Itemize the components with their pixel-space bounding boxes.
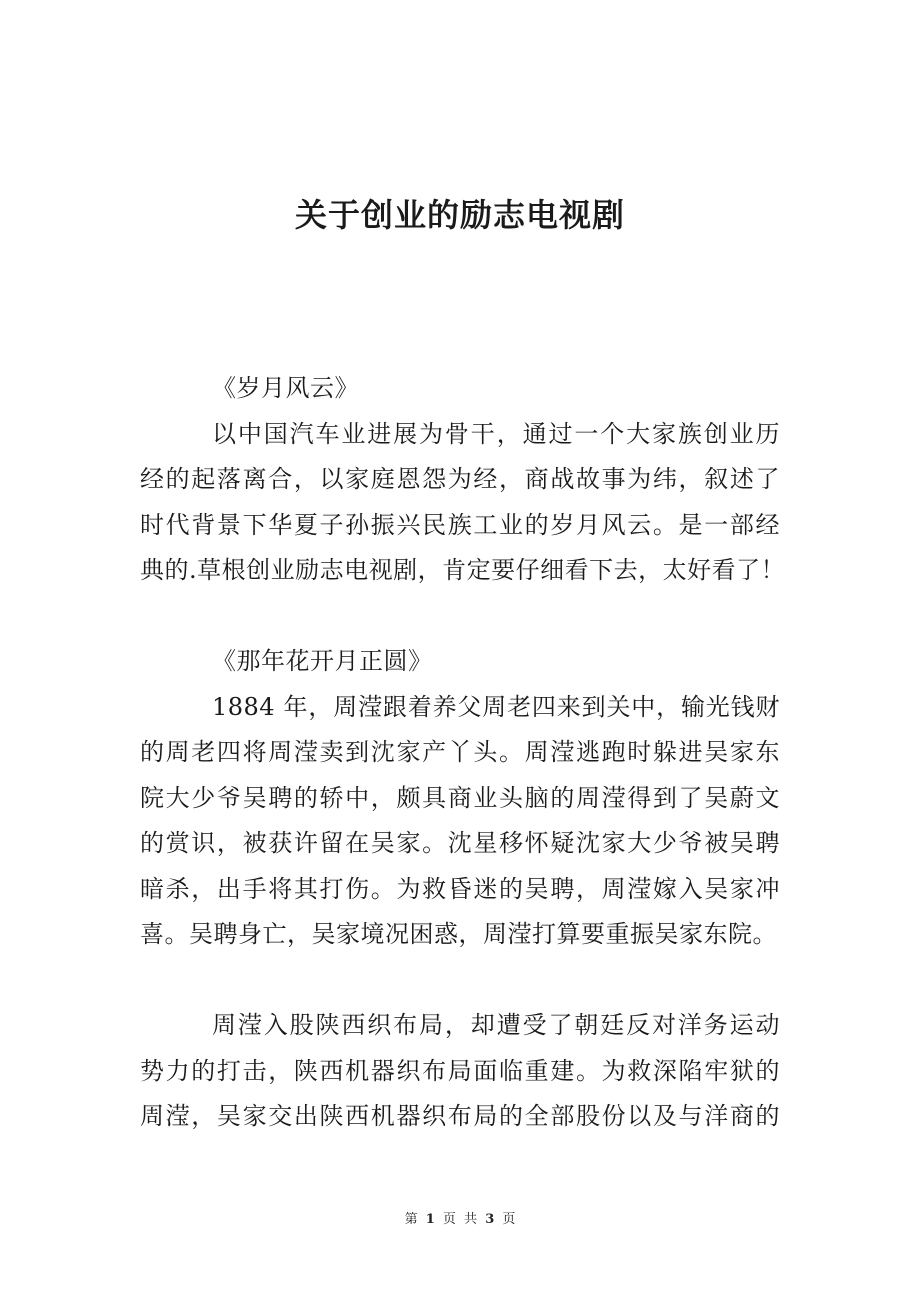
- page-title: 关于创业的励志电视剧: [294, 196, 625, 234]
- paragraph-line: 的赏识，被获许留在吴家。沈星移怀疑沈家大少爷被吴聘: [140, 829, 780, 857]
- paragraph-line: 势力的打击，陕西机器织布局面临重建。为救深陷牢狱的: [140, 1056, 780, 1085]
- footer-label-of: 页 共: [442, 1212, 478, 1227]
- paragraph-line: 周滢，吴家交出陕西机器织布局的全部股份以及与洋商的: [140, 1102, 780, 1130]
- paragraph-line: 院大少爷吴聘的轿中，颇具商业头脑的周滢得到了吴蔚文: [140, 783, 780, 812]
- paragraph-line: 以中国汽车业进展为骨干，通过一个大家族创业历: [212, 419, 780, 448]
- paragraph-line: 周滢入股陕西织布局，却遭受了朝廷反对洋务运动: [212, 1011, 780, 1039]
- paragraph-line: 时代背景下华夏子孙振兴民族工业的岁月风云。是一部经: [140, 510, 780, 539]
- page-footer: [0, 1208, 920, 1227]
- document-body: [140, 366, 786, 1140]
- paragraph-line: 1884 年，周滢跟着养父周老四来到关中，输光钱财: [212, 692, 780, 721]
- footer-label-page: 第: [404, 1212, 418, 1227]
- paragraph-line: 典的.草根创业励志电视剧，肯定要仔细看下去，太好看了！: [140, 556, 786, 584]
- footer-label-pages: 页: [502, 1212, 516, 1227]
- paragraph-line: 经的起落离合，以家庭恩怨为经，商战故事为纬，叙述了: [140, 465, 780, 493]
- paragraph-line: 的周老四将周滢卖到沈家产丫头。周滢逃跑时躲进吴家东: [140, 738, 780, 766]
- footer-current-page: 1: [425, 1212, 435, 1227]
- section-heading: 《那年花开月正圆》: [212, 647, 433, 675]
- spacer: [140, 958, 780, 1004]
- section-heading: 《岁月风云》: [212, 374, 359, 402]
- footer-total-pages: 3: [485, 1212, 495, 1227]
- paragraph-line: 暗杀，出手将其打伤。为救昏迷的吴聘，周滢嫁入吴家冲: [140, 874, 780, 903]
- spacer: [140, 594, 780, 640]
- paragraph-line: 喜。吴聘身亡，吴家境况困惑，周滢打算要重振吴家东院。: [140, 920, 777, 948]
